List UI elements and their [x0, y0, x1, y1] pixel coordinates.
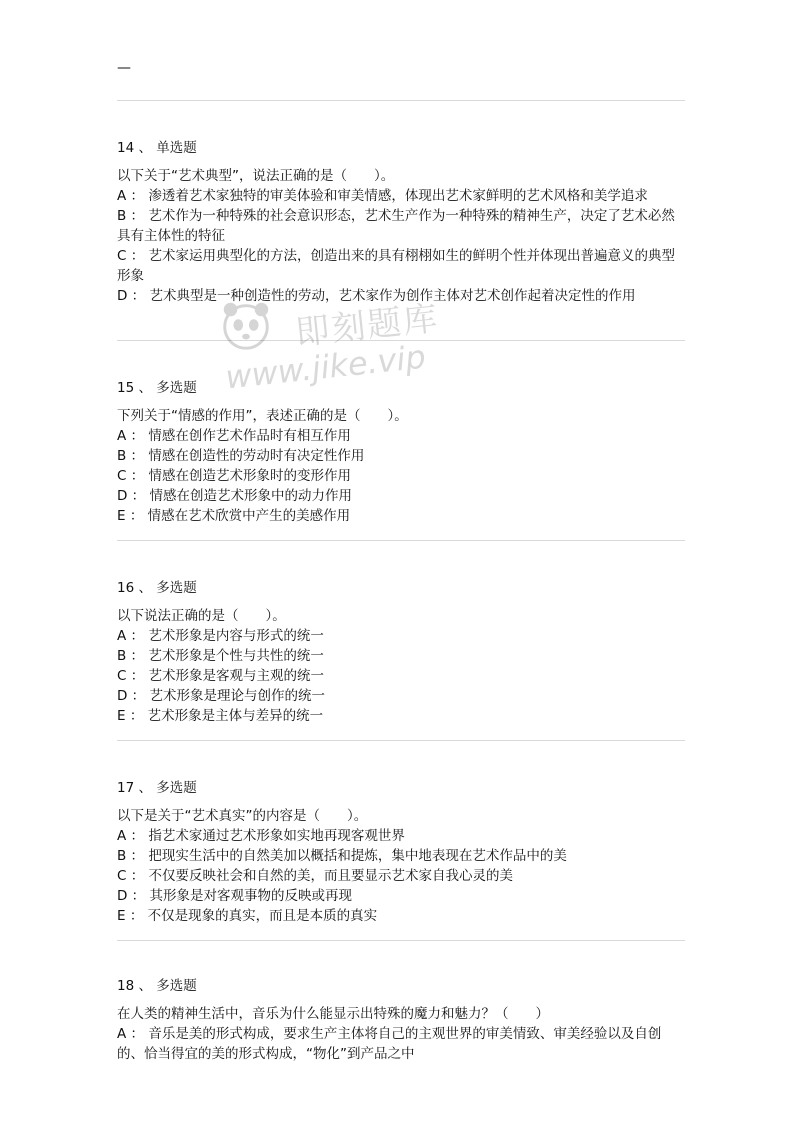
option-a: A ： 音乐是美的形式构成，要求生产主体将自己的主观世界的审美情致、审美经验以及自创的、恰当得宜的美的形式构成，“物化”到产品之中: [117, 1026, 662, 1062]
option-a: A ： 指艺术家通过艺术形象如实地再现客观世界: [117, 828, 405, 844]
question-header: 14 、 单选题: [117, 140, 197, 156]
option-e: E ： 不仅是现象的真实，而且是本质的真实: [117, 908, 378, 924]
divider: [117, 100, 685, 101]
divider: [117, 940, 685, 941]
question-stem: 以下说法正确的是（ ）。: [117, 608, 286, 624]
option-d: D ： 情感在创造艺术形象中的动力作用: [117, 488, 352, 504]
question-18: [117, 976, 687, 1064]
question-14: [117, 138, 687, 306]
divider: [117, 740, 685, 741]
option-a: A ： 艺术形象是内容与形式的统一: [117, 628, 324, 644]
option-b: B ： 艺术形象是个性与共性的统一: [117, 648, 324, 664]
question-stem: 在人类的精神生活中，音乐为什么能显示出特殊的魔力和魅力？（ ）: [117, 1006, 549, 1022]
question-header: 16 、 多选题: [117, 580, 197, 596]
option-c: C ： 艺术形象是客观与主观的统一: [117, 668, 325, 684]
option-c: C ： 艺术家运用典型化的方法，创造出来的具有栩栩如生的鲜明个性并体现出普遍意义的典型形象: [117, 248, 676, 284]
divider: [117, 340, 685, 341]
watermark-url-text: www.jike.vip: [223, 337, 428, 397]
option-d: D ： 艺术形象是理论与创作的统一: [117, 688, 325, 704]
option-b: B ： 情感在创造性的劳动时有决定性作用: [117, 448, 365, 464]
question-16: [117, 578, 687, 726]
option-d: D ： 其形象是对客观事物的反映或再现: [117, 888, 352, 904]
option-b: B ： 把现实生活中的自然美加以概括和提炼，集中地表现在艺术作品中的美: [117, 848, 567, 864]
option-a: A ： 渗透着艺术家独特的审美体验和审美情感，体现出艺术家鲜明的艺术风格和美学追求: [117, 188, 648, 204]
question-stem: 下列关于“情感的作用”，表述正确的是（ ）。: [117, 408, 408, 424]
option-c: C ： 不仅要反映社会和自然的美，而且要显示艺术家自我心灵的美: [117, 868, 514, 884]
option-c: C ： 情感在创造艺术形象时的变形作用: [117, 468, 352, 484]
question-stem: 以下是关于“艺术真实”的内容是（ ）。: [117, 808, 368, 824]
option-e: E ： 艺术形象是主体与差异的统一: [117, 708, 324, 724]
option-a: A ： 情感在创作艺术作品时有相互作用: [117, 428, 351, 444]
option-b: B ： 艺术作为一种特殊的社会意识形态，艺术生产作为一种特殊的精神生产，决定了艺术必然具有主体性的特征: [117, 208, 675, 244]
watermark-cn-text: 即刻题库: [293, 298, 442, 354]
divider: [117, 540, 685, 541]
question-header: 17 、 多选题: [117, 780, 197, 796]
question-header: 15 、 多选题: [117, 380, 197, 396]
question-17: [117, 778, 687, 926]
top-mark: —: [117, 60, 131, 76]
question-stem: 以下关于“艺术典型”，说法正确的是（ ）。: [117, 168, 395, 184]
option-e: E ： 情感在艺术欣赏中产生的美感作用: [117, 508, 351, 524]
question-15: [117, 378, 687, 526]
option-d: D ： 艺术典型是一种创造性的劳动，艺术家作为创作主体对艺术创作起着决定性的作用: [117, 288, 636, 304]
question-header: 18 、 多选题: [117, 978, 197, 994]
